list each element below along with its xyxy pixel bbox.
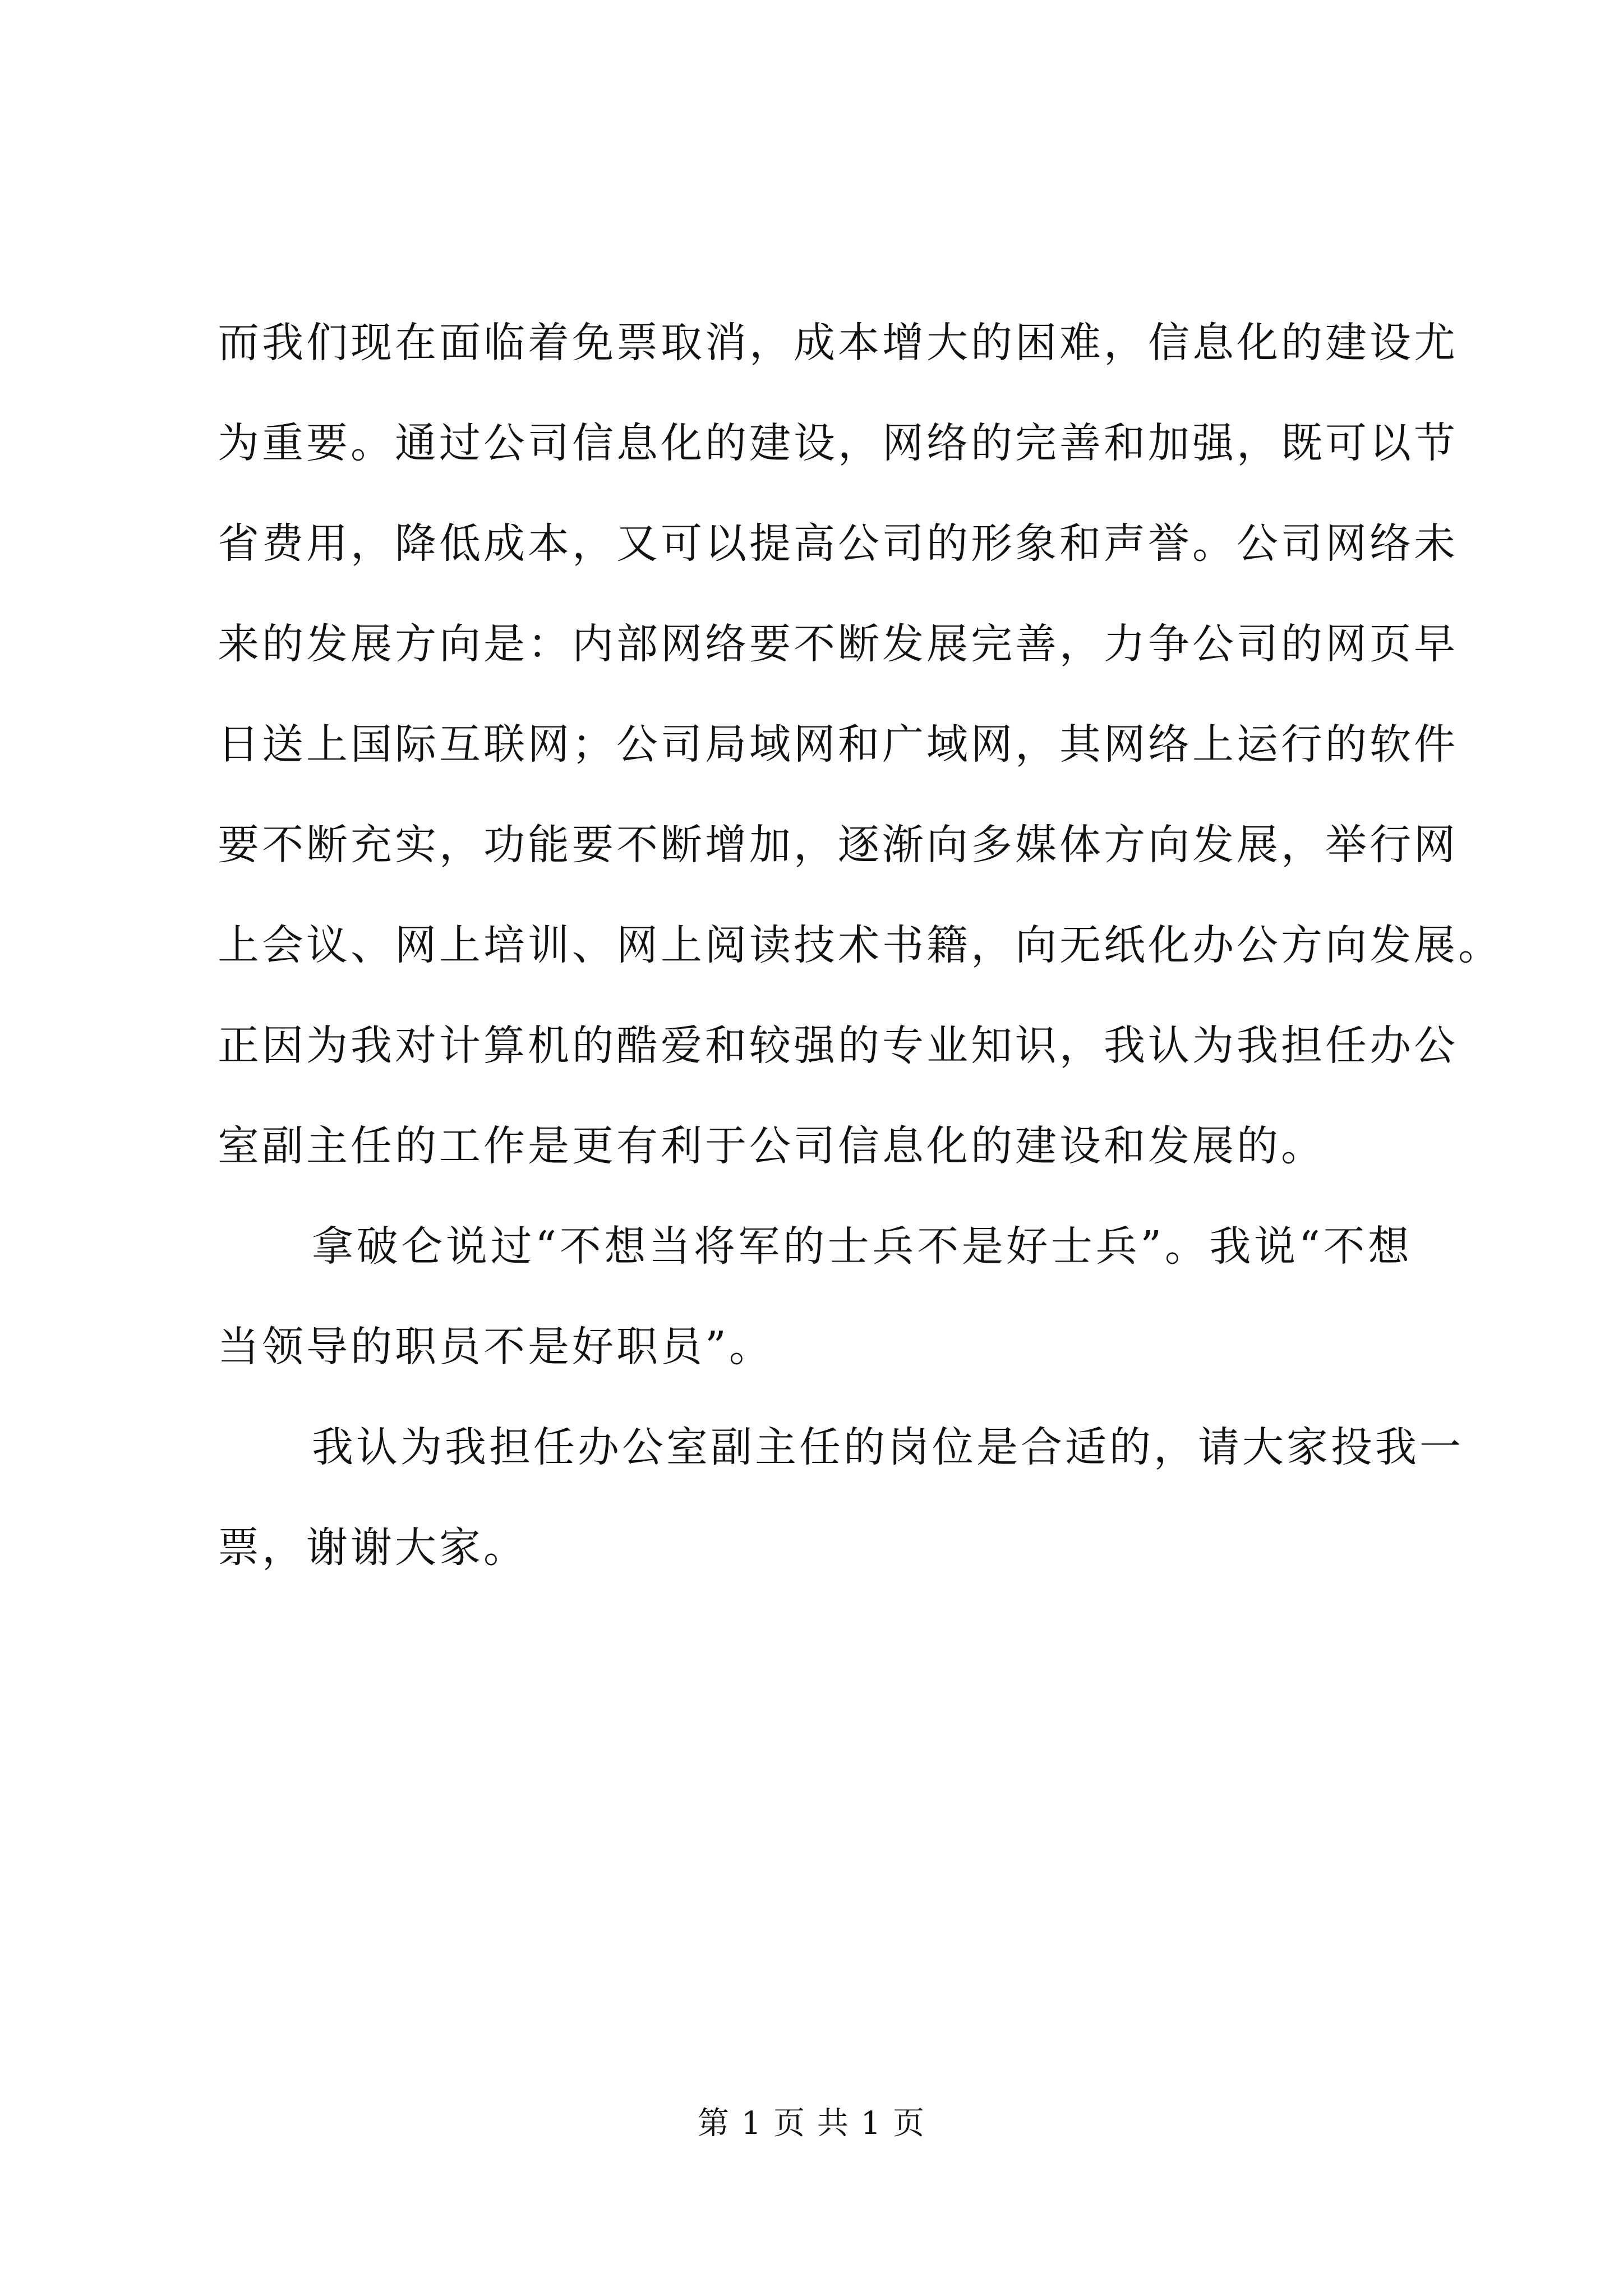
text-line: 省费用，降低成本，又可以提高公司的形象和声誉。公司网络未 <box>218 519 1458 568</box>
text-line: 上会议、网上培训、网上阅读技术书籍，向无纸化办公方向发展。 <box>218 921 1502 969</box>
text-line: 正因为我对计算机的酷爱和较强的专业知识，我认为我担任办公 <box>218 1022 1458 1070</box>
text-line: 来的发展方向是：内部网络要不断发展完善，力争公司的网页早 <box>218 620 1458 668</box>
text-line: 日送上国际互联网；公司局域网和广域网，其网络上运行的软件 <box>218 720 1458 769</box>
text-line: 拿破仑说过“不想当将军的士兵不是好士兵”。我说“不想 <box>312 1222 1412 1271</box>
text-line: 我认为我担任办公室副主任的岗位是合适的，请大家投我一 <box>312 1423 1464 1471</box>
text-line: 票，谢谢大家。 <box>218 1524 528 1572</box>
text-line: 而我们现在面临着免票取消，成本增大的困难，信息化的建设尤 <box>218 319 1458 367</box>
text-line: 室副主任的工作是更有利于公司信息化的建设和发展的。 <box>218 1122 1325 1170</box>
page-number-footer: 第 1 页 共 1 页 <box>697 2105 926 2142</box>
text-line: 当领导的职员不是好职员”。 <box>218 1323 773 1371</box>
text-line: 为重要。通过公司信息化的建设，网络的完善和加强，既可以节 <box>218 419 1458 467</box>
text-line: 要不断充实，功能要不断增加，逐渐向多媒体方向发展，举行网 <box>218 821 1458 869</box>
document-body <box>218 293 1502 1598</box>
